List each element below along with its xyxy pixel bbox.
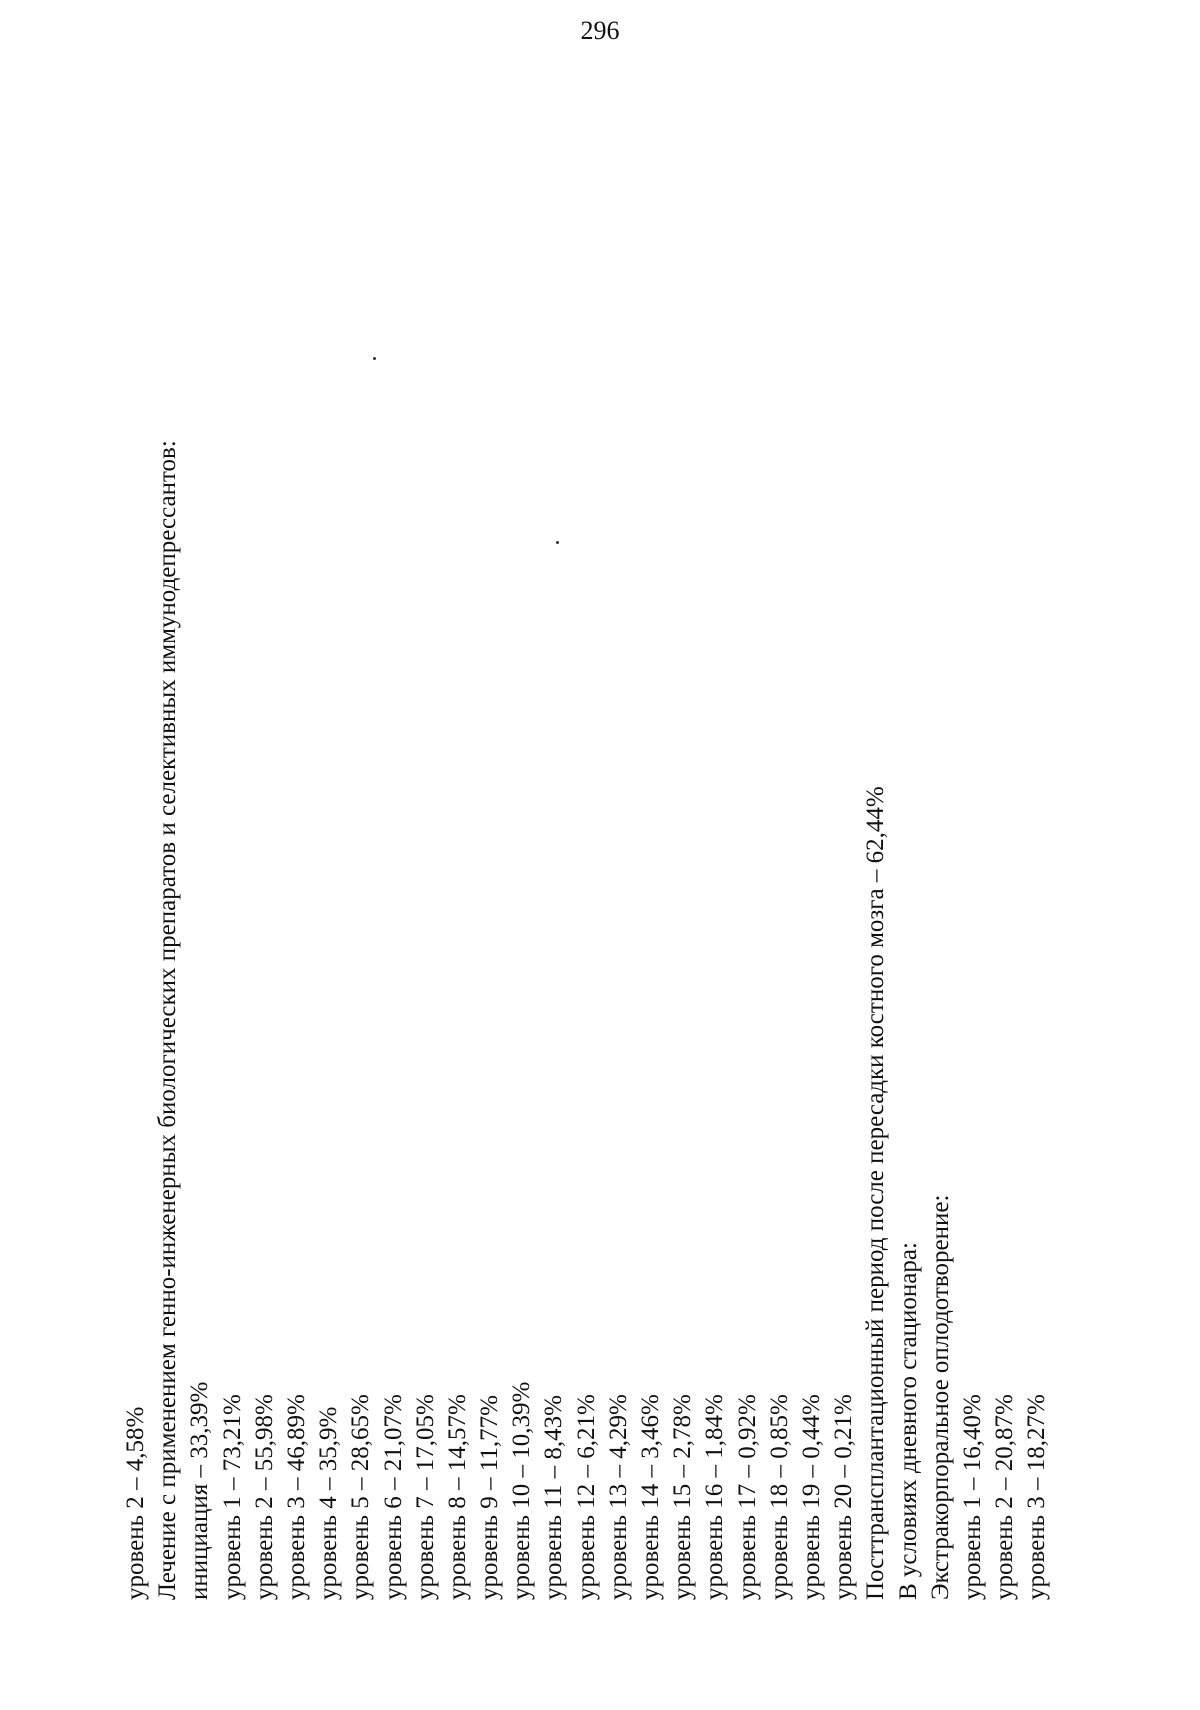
text-line: уровень 17 – 0,92% — [733, 1394, 761, 1600]
text-line: уровень 3 – 18,27% — [1023, 1394, 1051, 1600]
text-line: уровень 3 – 46,89% — [282, 1394, 310, 1600]
text-line: уровень 1 – 16,40% — [958, 1394, 986, 1600]
text-line: инициация – 33,39% — [186, 1381, 214, 1600]
page-number: 296 — [580, 16, 620, 45]
section-heading: Экстракорпоральное оплодотворение: — [926, 1194, 954, 1600]
section-heading: Посттрансплантационный период после пересадки костного мозга – 62,44% — [862, 786, 890, 1600]
text-line: уровень 15 – 2,78% — [669, 1394, 697, 1600]
rotated-text-block — [120, 220, 1053, 1600]
text-line: уровень 1 – 73,21% — [218, 1394, 246, 1600]
text-line: уровень 8 – 14,57% — [443, 1394, 471, 1600]
text-line: уровень 14 – 3,46% — [637, 1394, 664, 1600]
text-line: уровень 4 – 35,9% — [315, 1406, 343, 1600]
scan-speck — [373, 357, 376, 360]
text-line: уровень 7 – 17,05% — [411, 1394, 439, 1600]
text-line: уровень 12 – 6,21% — [572, 1394, 600, 1600]
text-line: уровень 2 – 20,87% — [991, 1394, 1019, 1600]
section-heading: В условиях дневного стационара: — [894, 1242, 922, 1600]
text-line: уровень 20 – 0,21% — [830, 1394, 858, 1600]
text-line: уровень 16 – 1,84% — [701, 1394, 729, 1600]
text-line: уровень 9 – 11,77% — [476, 1395, 504, 1600]
scan-speck — [556, 541, 559, 544]
text-line: уровень 11 – 8,43% — [540, 1395, 568, 1600]
text-line: уровень 5 – 28,65% — [347, 1394, 375, 1600]
text-line: уровень 10 – 10,39% — [508, 1381, 536, 1600]
text-line: уровень 19 – 0,44% — [797, 1394, 825, 1600]
text-line: уровень 6 – 21,07% — [379, 1394, 407, 1600]
text-line: уровень 2 – 55,98% — [250, 1394, 278, 1600]
text-line: уровень 18 – 0,85% — [765, 1394, 793, 1600]
text-line: уровень 13 – 4,29% — [604, 1394, 632, 1600]
text-line: уровень 2 – 4,58% — [122, 1406, 149, 1600]
section-heading: Лечение с применением генно-инженерных биологических препаратов и селективных иммунодепрессантов: — [154, 440, 182, 1600]
